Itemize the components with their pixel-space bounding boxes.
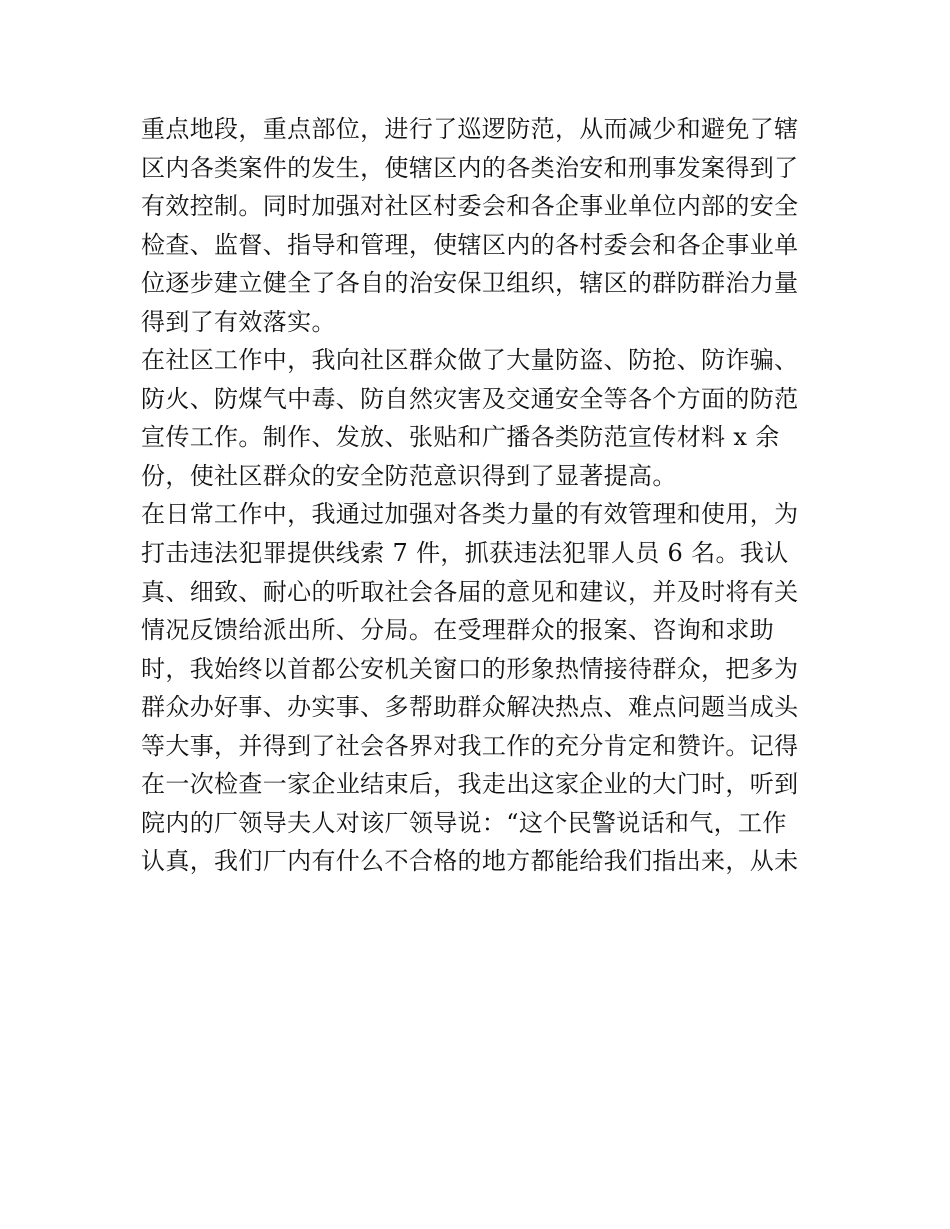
text-line: 在社区工作中，我向社区群众做了大量防盗、防抢、防诈骗、 — [141, 346, 799, 375]
text-line: 打击违法犯罪提供线索 7 件，抓获违法犯罪人员 6 名。我认 — [141, 539, 789, 568]
text-line: 防火、防煤气中毒、防自然灾害及交通安全等各个方面的防范 — [141, 384, 799, 413]
text-line: 等大事，并得到了社会各界对我工作的充分肯定和赞许。记得 — [141, 731, 799, 760]
text-line: 宣传工作。制作、发放、张贴和广播各类防范宣传材料 x 余 — [141, 423, 780, 452]
text-line: 区内各类案件的发生，使辖区内的各类治安和刑事发案得到了 — [141, 153, 799, 182]
text-line: 认真，我们厂内有什么不合格的地方都能给我们指出来，从未 — [141, 847, 799, 876]
body-text — [141, 110, 821, 881]
text-line: 重点地段，重点部位，进行了巡逻防范，从而减少和避免了辖 — [141, 115, 799, 143]
text-line: 群众办好事、办实事、多帮助群众解决热点、难点问题当成头 — [141, 693, 799, 722]
text-line: 院内的厂领导夫人对该厂领导说：“这个民警说话和气，工作 — [141, 808, 787, 837]
text-line: 份，使社区群众的安全防范意识得到了显著提高。 — [141, 461, 677, 490]
text-line: 位逐步建立健全了各自的治安保卫组织，辖区的群防群治力量 — [141, 269, 799, 298]
text-line: 时，我始终以首都公安机关窗口的形象热情接待群众，把多为 — [141, 654, 799, 683]
text-line: 在一次检查一家企业结束后，我走出这家企业的大门时，听到 — [141, 770, 799, 799]
text-line: 得到了有效落实。 — [141, 307, 336, 336]
text-line: 检查、监督、指导和管理，使辖区内的各村委会和各企事业单 — [141, 230, 799, 259]
text-line: 在日常工作中，我通过加强对各类力量的有效管理和使用，为 — [141, 500, 799, 529]
text-line: 有效控制。同时加强对社区村委会和各企事业单位内部的安全 — [141, 192, 799, 221]
text-line: 情况反馈给派出所、分局。在受理群众的报案、咨询和求助 — [141, 616, 775, 645]
text-line: 真、细致、耐心的听取社会各届的意见和建议，并及时将有关 — [141, 577, 799, 606]
